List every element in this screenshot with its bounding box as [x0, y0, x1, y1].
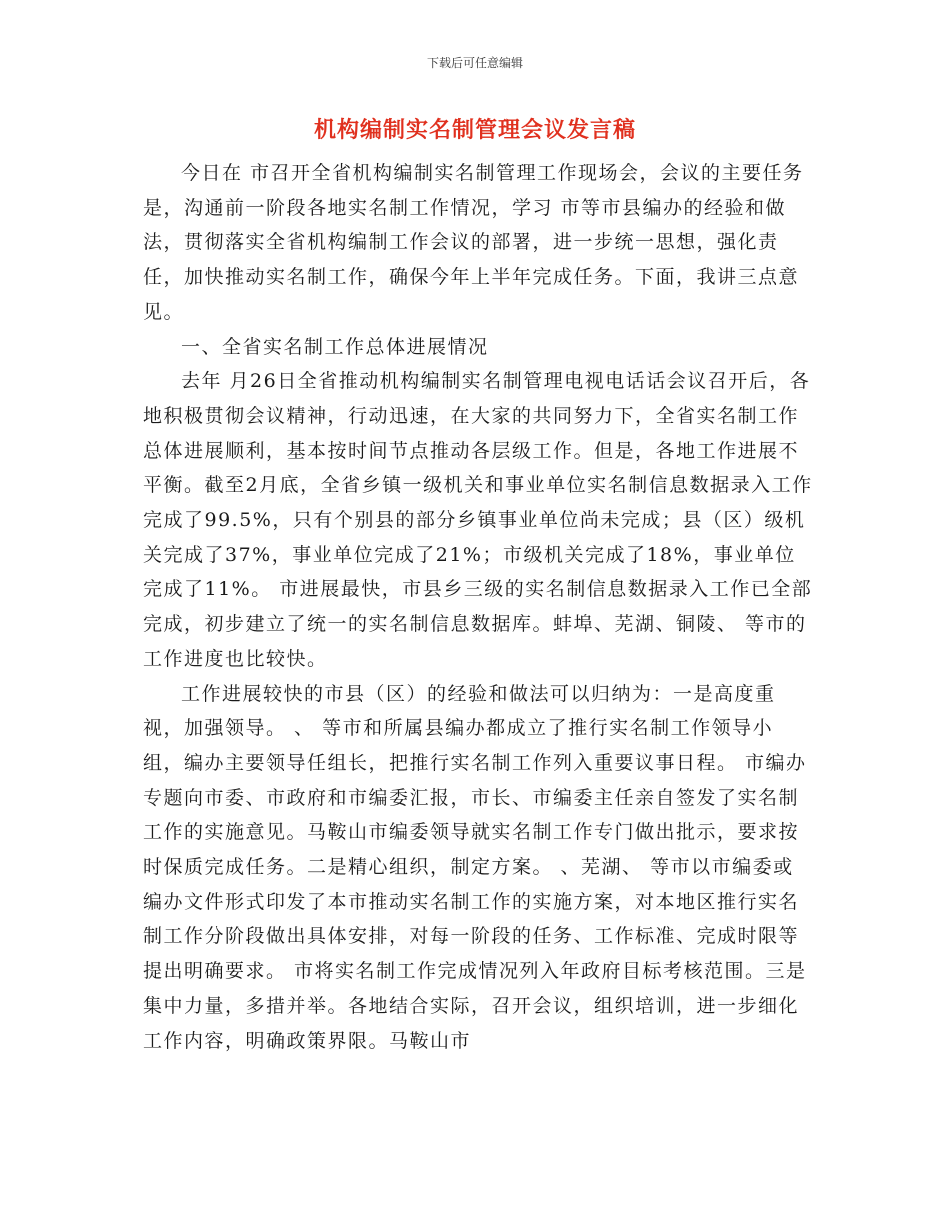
paragraph-intro: 今日在 市召开全省机构编制实名制管理工作现场会，会议的主要任务是，沟通前一阶段各地实名制工作情况，学习 市等市县编办的经验和做法，贯彻落实全省机构编制工作会议的部署，进一步统一思想，强化责任，加快推动实名制工作，确保今年上半年完成任务。下面，我讲三点意见。 — [143, 162, 804, 323]
document-body — [143, 156, 813, 1058]
paragraph-experience: 工作进展较快的市县（区）的经验和做法可以归纳为：一是高度重视，加强领导。 、 等市和所属县编办都成立了推行实名制工作领导小组，编办主要领导任组长，把推行实名制工作列入重要议事日程。 市编办专题向市委、市政府和市编委汇报，市长、市编委主任亲自签发了实名制工作的实施意见。马鞍山市编委领导就实名制工作专门做出批示，要求按时保质完成任务。二是精心组织，制定方案。 、芜湖、 等市以市编委或编办文件形式印发了本市推动实名制工作的实施方案，对本地区推行实名制工作分阶段做出具体安排，对每一阶段的任务、工作标准、完成时限等提出明确要求。 市将实名制工作完成情况列入年政府目标考核范围。三是集中力量，多措并举。各地结合实际，召开会议，组织培训，进一步细化工作内容，明确政策界限。马鞍山市 — [143, 682, 807, 1052]
page-header-note: 下载后可任意编辑 — [426, 56, 523, 70]
section-heading-1: 一、全省实名制工作总体进展情况 — [181, 335, 489, 358]
document-title: 机构编制实名制管理会议发言稿 — [313, 118, 636, 143]
paragraph-progress: 去年 月26日全省推动机构编制实名制管理电视电话话会议召开后，各地积极贯彻会议精神，行动迅速，在大家的共同努力下，全省实名制工作总体进展顺利，基本按时间节点推动各层级工作。但是，各地工作进展不平衡。截至2月底，全省乡镇一级机关和事业单位实名制信息数据录入工作完成了99.5%，只有个别县的部分乡镇事业单位尚未完成；县（区）级机关完成了37%，事业单位完成了21%；市级机关完成了18%，事业单位完成了11%。 市进展最快，市县乡三级的实名制信息数据录入工作已全部完成，初步建立了统一的实名制信息数据库。蚌埠、芜湖、铜陵、 等市的工作进度也比较快。 — [143, 370, 813, 670]
